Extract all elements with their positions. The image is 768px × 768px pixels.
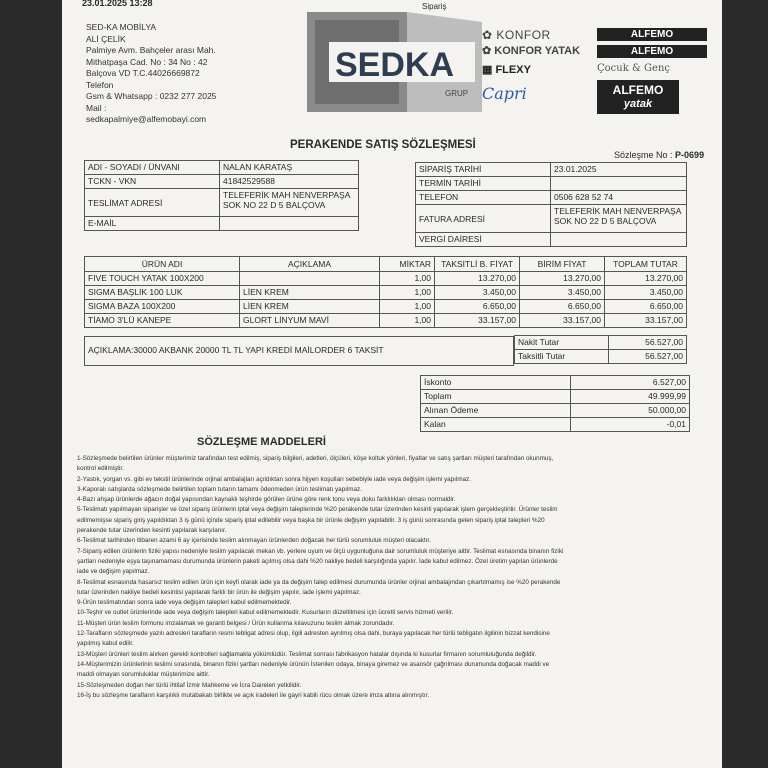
term-line: 9-Ürün teslimatından sonra iade veya değişim talepleri kabul edilmemektedir. (77, 599, 292, 607)
print-datetime: 23.01.2025 13:28 (82, 0, 153, 8)
firm-mail-label: Mail : (86, 102, 107, 113)
cocuk-genc-logo: Çocuk & Genç (597, 63, 670, 74)
logo-text: SEDKA (335, 46, 455, 84)
term-line: perakende tutar üzerinden kesinti yapılarak karşılanır. (77, 527, 227, 535)
aciklama-note: AÇIKLAMA:30000 AKBANK 20000 TL TL YAPI KREDİ MAİLORDER 6 TAKSİT (84, 336, 514, 366)
term-line: kontrol edilmiştir. (77, 465, 124, 473)
term-line: 1-Sözleşmede belirtilen ürünler müşterimiz tarafından test edilmiş, sipariş bilgileri, adetleri, ölçüleri, köşe koltuk yönleri, fiyatlar ve satış şartları müşteri tarafından okunmuş, (77, 455, 554, 462)
table-cell: 1,00 (380, 272, 435, 286)
logo-sub: GRUP (445, 89, 469, 98)
table-cell: 6.650,00 (435, 300, 520, 314)
termin-date (551, 177, 687, 191)
term-line: 3-Kaporalı satışlarda sözleşmede belirtilen toplam tutarın tamamı ödenmeden ürün teslimatı yapılmaz. (77, 485, 362, 493)
order-phone: 0506 628 52 74 (551, 191, 687, 205)
customer-address: TELEFERİK MAH NENVERPAŞA SOK NO 22 D 5 BALÇOVA (220, 189, 359, 217)
order-table: SİPARİŞ TARİHİ 23.01.2025 TERMİN TARİHİ TELEFON 0506 628 52 74 FATURA ADRESİ TELEFERİK MAH NENVERPAŞA SOK NO 22 D 5 BALÇOVA VERGİ DAİRESİ (415, 162, 687, 247)
col-header: MİKTAR (380, 257, 435, 272)
flexy-logo: ▦ FLEXY (482, 64, 531, 76)
term-line: tutar üzerinden nakliye bedeli kesintisi yapılarak farklı bir ürün ile değişim yapılır, iade işlemi yapılmaz. (77, 588, 361, 596)
table-row (85, 286, 687, 300)
table-cell: 13.270,00 (435, 272, 520, 286)
term-line: şartları nedeniyle eşya taşınamaması durumunda ürünlerin paketi açılmış olsa dahi %20 nakliye bedeli karşılığında yapılır. İade kabul edilmez. Özel üretim yapılan ürünlerde (77, 557, 558, 565)
term-line: 5-Teslimatı yapılmayan siparişler ve özel sipariş ürünlerin iptal veya değişim taleplerinde %20 perakende tutar üzerinden kesinti yapılarak işlem gerçekleştirilir. Ürünler teslim (77, 506, 558, 514)
products-table (84, 256, 687, 328)
table-cell: SIGMA BAZA 100X200 (85, 300, 240, 314)
konfor-yatak-logo: ✿ KONFOR YATAK (482, 45, 581, 57)
firm-name: SED-KA MOBİLYA (86, 22, 157, 32)
iskonto-amount: 6.527,00 (571, 376, 690, 390)
table-cell: TİAMO 3'LÜ KANEPE (85, 314, 240, 328)
invoice-address: TELEFERİK MAH NENVERPAŞA SOK NO 22 D 5 BALÇOVA (551, 205, 687, 233)
table-cell: 3.450,00 (435, 286, 520, 300)
term-line: edilmemişse sipariş giriş yapıldıktan 3 iş günü içinde sipariş iptal edilebilir veya başka bir ürünle değişim yapılabilir. 3 iş günü sonrasında gelen sipariş iptal talepleri %20 (77, 516, 545, 524)
summary-table: İskonto 6.527,00 Toplam 49.999,99 Alınan Ödeme 50.000,00 Kalan -0,01 (420, 375, 690, 432)
term-line: 15-Sözleşmeden doğan her türlü ihtilaf İzmir Mahkeme ve İcra Daireleri yetkilidir. (77, 681, 302, 689)
nakit-amount: 56.527,00 (609, 336, 687, 350)
col-header: ÜRÜN ADI (85, 257, 240, 272)
taksitli-amount: 56.527,00 (609, 350, 687, 364)
table-cell: 33.157,00 (605, 314, 687, 328)
term-line: maddi olmayan sorumluluklar müşterimize aittir. (77, 671, 210, 679)
col-header: AÇIKLAMA (240, 257, 380, 272)
konfor-logo: ✿ KONFOR (482, 28, 551, 42)
term-line: 7-Sipariş edilen ürünlerin fiziki yapısı nedeniyle teslim yapılacak mekan vb. yerlere uyum ve ölçü uygunluğuna dair sorumluluk müşteriye aittir. Teslimat esnasında binanın fiziki (77, 547, 564, 555)
contract-number: Sözleşme No : P-0699 (614, 150, 705, 160)
contract-paper (62, 0, 722, 768)
term-line: 11-Müşteri ürün teslim formunu imzalamak ve garanti belgesi / Ürün kullanma kılavuzunu teslim almak zorundadır. (77, 619, 395, 627)
table-row (85, 272, 687, 286)
alinan-amount: 50.000,00 (571, 404, 690, 418)
customer-email (220, 217, 359, 231)
firm-address-2: Mithatpaşa Cad. No : 34 No : 42 (86, 56, 208, 67)
table-row (85, 314, 687, 328)
alfemo-yatak-logo: ALFEMO yatak (597, 80, 679, 114)
firm-tax: Balçova VD T.C.44026669872 (86, 68, 200, 78)
totals-table: Nakit Tutar 56.527,00 Taksitli Tutar 56.527,00 (514, 335, 687, 364)
kalan-amount: -0,01 (571, 418, 690, 432)
term-line: yapılmış kabul edilir. (77, 640, 134, 648)
table-cell: 1,00 (380, 286, 435, 300)
sedka-logo (307, 12, 482, 117)
table-cell: LİEN KREM (240, 300, 380, 314)
table-cell: 33.157,00 (520, 314, 605, 328)
term-line: 4-Bazı ahşap ürünlerde ağacın doğal yapısından kaynaklı teşhirde görülen ürüne göre renk tonu veya doku farklılıkları olması normaldir. (77, 496, 456, 504)
col-header: TOPLAM TUTAR (605, 257, 687, 272)
table-cell: SIGMA BAŞLIK 100 LUK (85, 286, 240, 300)
table-cell: LİEN KREM (240, 286, 380, 300)
table-cell: FIVE TOUCH YATAK 100X200 (85, 272, 240, 286)
col-header: BİRİM FİYAT (520, 257, 605, 272)
terms-title: SÖZLEŞME MADDELERİ (197, 436, 326, 448)
term-line: 10-Teşhir ve outlet ürünlerinde iade veya değişim talepleri kabul edilmemektedir. Kusurların düzeltilmesi için ücretli servis hizmeti verilir. (77, 609, 454, 617)
table-row (85, 300, 687, 314)
table-cell: 33.157,00 (435, 314, 520, 328)
col-header: TAKSİTLİ B. FİYAT (435, 257, 520, 272)
table-cell (240, 272, 380, 286)
tax-office (551, 233, 687, 247)
table-cell: GLORT LİNYUM MAVİ (240, 314, 380, 328)
firm-owner: ALİ ÇELİK (86, 33, 126, 44)
customer-name: NALAN KARATAŞ (220, 161, 359, 175)
term-line: 12-Tarafların sözleşmede yazılı adresleri tarafların resmi tebligat adresi olup, ilgili adresten ayrılmış olsa dahi, buraya yapılacak her türlü tebligatın ilgilinin bizzat kendisine (77, 630, 550, 638)
print-header-title: Sipariş (422, 2, 447, 11)
firm-address-1: Palmiye Avm. Bahçeler arası Mah. (86, 45, 216, 55)
page-title: PERAKENDE SATIŞ SÖZLEŞMESİ (290, 139, 476, 151)
term-line: 14-Müşterimizin ürünlerinin teslimi sırasında, binanın fiziki şartları nedeniyle ürünün İstenilen odaya, binaya giremez ve asansör çağrılması durumunda doğacak maddi ve (77, 660, 550, 668)
term-line: 8-Teslimat esnasında hasarsız teslim edilen ürün için keyfi olarak iade ya da değişim talep edilmesi durumunda ürünler orjinal ambalajından çıkartılmamış ise %20 perakende (77, 578, 561, 586)
table-cell: 6.650,00 (520, 300, 605, 314)
table-cell: 13.270,00 (605, 272, 687, 286)
capri-logo: Capri (482, 84, 527, 103)
table-cell: 1,00 (380, 314, 435, 328)
alfemo-logo-1: ALFEMO (597, 28, 707, 41)
firm-info (86, 22, 216, 126)
firm-email: sedkapalmiye@alfemobayi.com (86, 114, 207, 124)
alfemo-logo-2: ALFEMO (597, 45, 707, 58)
firm-phone-label: Telefon (86, 79, 114, 90)
brand-logos (482, 28, 722, 118)
term-line: 6-Teslimat tarihinden itibaren azami 6 ay içerisinde teslim alınmayan ürünlerden doğacak her türlü sorumluluk müşteri olacaktır. (77, 537, 431, 545)
terms-list (77, 454, 717, 701)
term-line: 16-İş bu sözleşme tarafların karşılıklı mutabakatı birlikte ve açık iradeleri ile gayri kabili rücu olmak üzere imza altına alınmıştır. (77, 691, 430, 699)
term-line: iade ve değişim yapılmaz. (77, 568, 150, 576)
term-line: 13-Müşteri ürünleri teslim alırken gerekli kontrolleri sağlamakla yükümlüdür. Teslimat sonrası fabrikasyon hatalar dışında ki kusurlar firmanın sorumluluğunda değildir. (77, 650, 537, 658)
table-cell: 3.450,00 (520, 286, 605, 300)
customer-table: ADI - SOYADI / ÜNVANI NALAN KARATAŞ TCKN - VKN 41842529588 TESLİMAT ADRESİ TELEFERİK MAH NENVERPAŞA SOK NO 22 D 5 BALÇOVA E-MAİL (84, 160, 359, 231)
firm-gsm: Gsm & Whatsapp : 0232 277 2025 (86, 91, 217, 101)
order-date: 23.01.2025 (551, 163, 687, 177)
customer-tckn: 41842529588 (220, 175, 359, 189)
table-cell: 6.650,00 (605, 300, 687, 314)
toplam-amount: 49.999,99 (571, 390, 690, 404)
table-cell: 13.270,00 (520, 272, 605, 286)
term-line: 2-Yastık, yorgan vs. gibi ev tekstil ürünlerinde orjinal ambalajları açıldıktan sonra hijyen koşulları sebebiyle iade veya değişim işlemi yapılmaz. (77, 475, 471, 483)
table-cell: 1,00 (380, 300, 435, 314)
table-cell: 3.450,00 (605, 286, 687, 300)
